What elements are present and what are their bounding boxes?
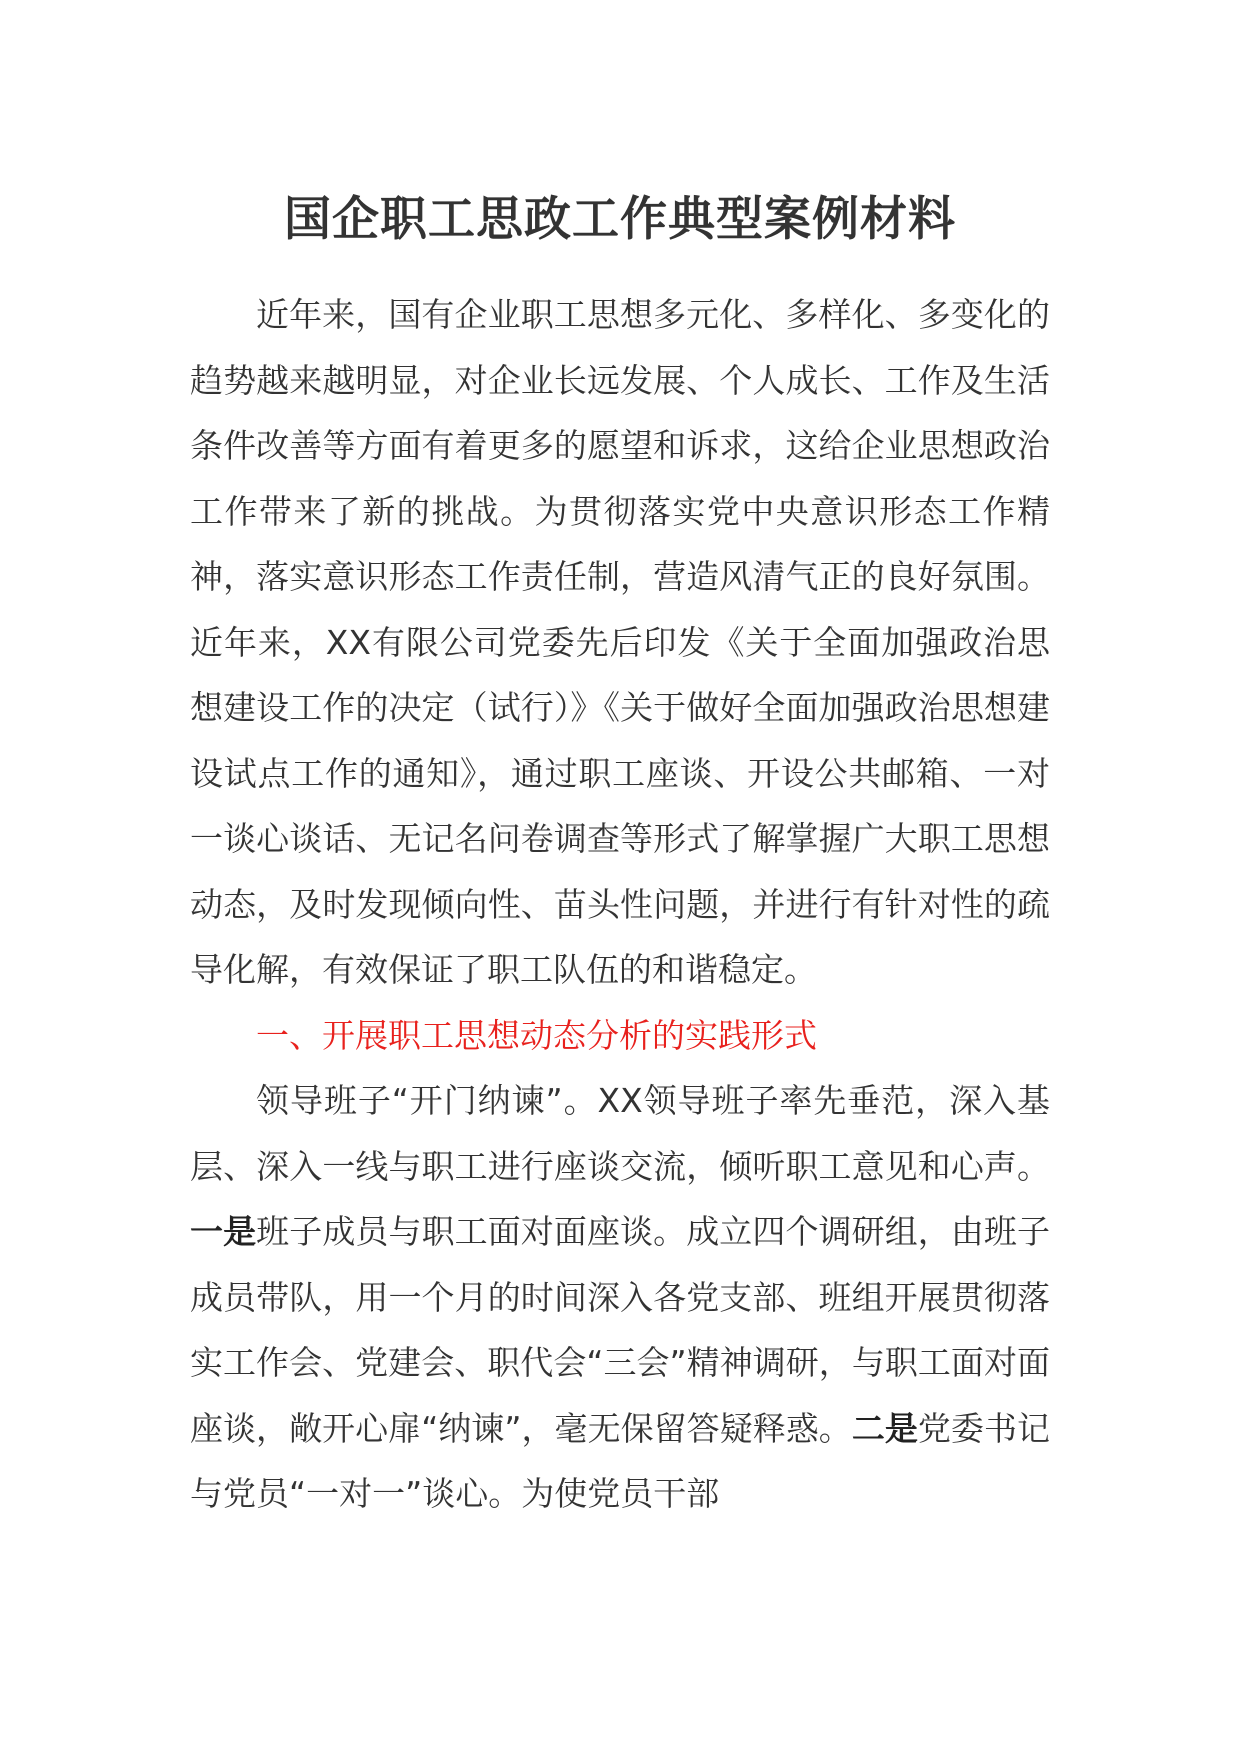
intro-paragraph: 近年来，国有企业职工思想多元化、多样化、多变化的趋势越来越明显，对企业长远发展、个人成长、工作及生活条件改善等方面有着更多的愿望和诉求，这给企业思想政治工作带来了新的挑战。为贯彻落实党中央意识形态工作精神，落实意识形态工作责任制，营造风清气正的良好氛围。近年来，XX有限公司党委先后印发《关于全面加强政治思想建设工作的决定（试行）》《关于做好全面加强政治思想建设试点工作的通知》，通过职工座谈、开设公共邮箱、一对一谈心谈话、无记名问卷调查等形式了解掌握广大职工思想动态，及时发现倾向性、苗头性问题，并进行有针对性的疏导化解，有效保证了职工队伍的和谐稳定。 xyxy=(190,295,1050,989)
document-title: 国企职工思政工作典型案例材料 xyxy=(284,192,956,247)
bold-marker-second: 二是 xyxy=(851,1408,918,1448)
practice-paragraph xyxy=(190,1068,1050,1527)
paragraph-text: 领导班子“开门纳谏”。XX领导班子率先垂范，深入基层、深入一线与职工进行座谈交流，倾听职工意见和心声。 xyxy=(190,1081,1050,1186)
section-heading: 一、开展职工思想动态分析的实践形式 xyxy=(256,1015,817,1055)
bold-marker-first: 一是 xyxy=(190,1212,257,1251)
paragraph-text: 班子成员与职工面对面座谈。成立四个调研组，由班子成员带队，用一个月的时间深入各党支部、班组开展贯彻落实工作会、党建会、职代会“三会”精神调研，与职工面对面座谈，敞开心扉“纳谏”，毫无保留答疑释惑。 xyxy=(190,1212,1051,1448)
paragraph-text: 党委书记与党员“一对一”谈心。为使党员干部 xyxy=(190,1408,1050,1513)
document-body xyxy=(190,282,1050,1527)
